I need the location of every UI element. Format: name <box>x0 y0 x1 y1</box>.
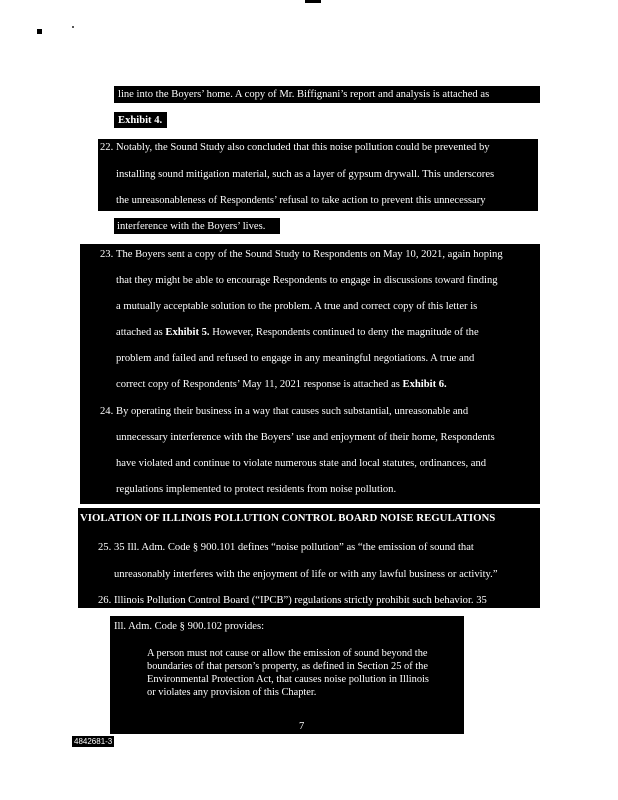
p23-line-1: The Boyers sent a copy of the Sound Study to Respondents on May 10, 2021, again hoping <box>116 249 503 260</box>
p26-line-1: Illinois Pollution Control Board (“IPCB”) regulations strictly prohibit such behavior. 35 <box>114 595 487 606</box>
heading-p25-block <box>78 508 540 608</box>
p23-line-5: problem and failed and refused to engage in any meaningful negotiations. A true and <box>116 353 475 364</box>
p22-line-2: installing sound mitigation material, such as a layer of gypsum drywall. This underscores <box>116 169 495 180</box>
p25-number: 25. <box>98 542 112 553</box>
section-heading: VIOLATION OF ILLINOIS POLLUTION CONTROL BOARD NOISE REGULATIONS <box>80 512 496 524</box>
speck-mark <box>72 26 74 28</box>
p22-line-3: the unreasonableness of Respondents’ refusal to take action to prevent this unnecessary <box>116 195 486 206</box>
quote-line-1: A person must not cause or allow the emission of sound beyond the <box>147 648 428 659</box>
p21-line-block <box>114 86 540 103</box>
quote-line-2: boundaries of that person’s property, as defined in Section 25 of the <box>147 661 428 672</box>
p26-number: 26. <box>98 595 112 606</box>
p23-number: 23. <box>100 249 114 260</box>
p22-last-line-block <box>114 218 280 234</box>
p22-line-1: Notably, the Sound Study also concluded that this noise pollution could be prevented by <box>116 142 490 153</box>
paragraph-22-block <box>98 139 538 211</box>
p25-line-2: unreasonably interferes with the enjoyment of life or with any lawful business or activity.” <box>114 569 498 580</box>
p25-line-1: 35 Ill. Adm. Code § 900.101 defines “noise pollution” as “the emission of sound that <box>114 542 474 553</box>
p24-line-4: regulations implemented to protect residents from noise pollution. <box>116 484 397 495</box>
p23-line-6: correct copy of Respondents’ May 11, 2021 response is attached as Exhibit 6. <box>116 379 447 390</box>
p23-line-4: attached as Exhibit 5. However, Respondents continued to deny the magnitude of the <box>116 327 479 338</box>
p22-number: 22. <box>100 142 114 153</box>
p21-line: line into the Boyers’ home. A copy of Mr. Biffignani’s report and analysis is attached as <box>118 89 490 100</box>
page-number: 7 <box>299 721 305 732</box>
p22-line-4: interference with the Boyers’ lives. <box>117 221 266 232</box>
p24-number: 24. <box>100 406 114 417</box>
p26-line-2: Ill. Adm. Code § 900.102 provides: <box>114 621 265 632</box>
exhibit-4-block <box>114 112 167 128</box>
corner-square-mark <box>37 29 42 34</box>
p24-line-3: have violated and continue to violate numerous state and local statutes, ordinances, and <box>116 458 487 469</box>
paragraphs-23-24-block <box>80 244 540 504</box>
top-mark <box>305 0 321 3</box>
p23-line-3: a mutually acceptable solution to the problem. A true and correct copy of this letter is <box>116 301 478 312</box>
p24-line-2: unnecessary interference with the Boyers’ use and enjoyment of their home, Respondents <box>116 432 495 443</box>
exhibit-4-label: Exhibit 4. <box>118 115 163 126</box>
quote-line-3: Environmental Protection Act, that causes noise pollution in Illinois <box>147 674 429 685</box>
quote-line-4: or violates any provision of this Chapter. <box>147 687 317 698</box>
quote-block <box>110 616 464 734</box>
p24-line-1: By operating their business in a way that causes such substantial, unreasonable and <box>116 406 469 417</box>
p23-line-2: that they might be able to encourage Respondents to engage in discussions toward finding <box>116 275 498 286</box>
document-id: 4842681-3 <box>74 737 113 746</box>
